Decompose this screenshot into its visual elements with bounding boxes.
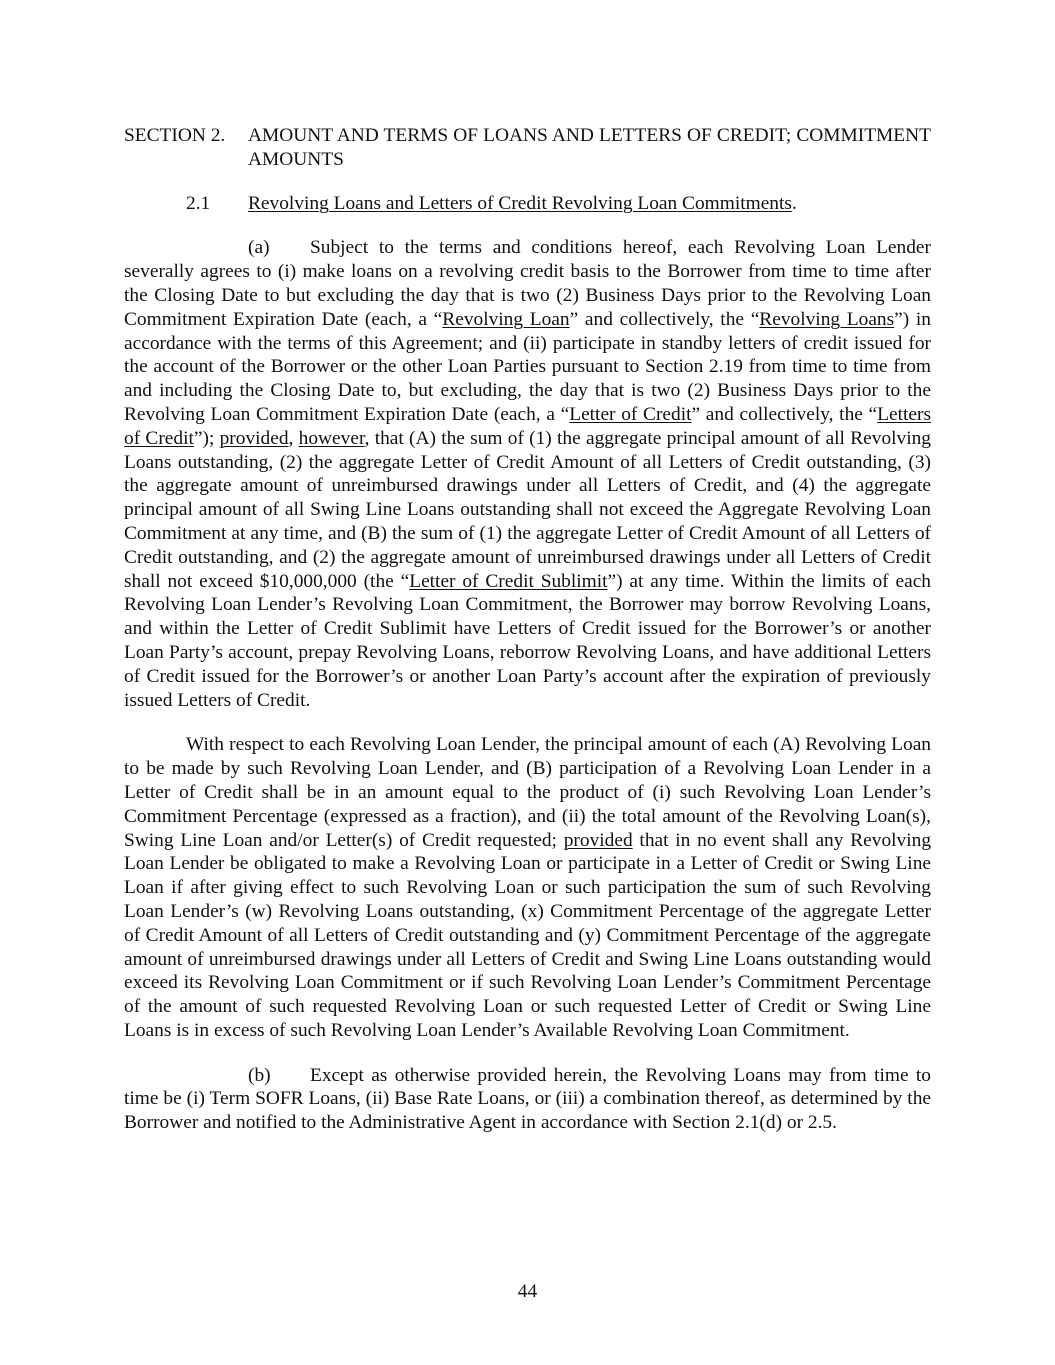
paragraph-continuation: [124, 733, 931, 1042]
defined-term-revolving-loans: Revolving Loans: [759, 308, 895, 330]
paragraph-a-text-3: ”) in accordance with the terms of this Agreement; and (ii) participate in standby letters of credit issued for the account of the Borrower or the other Loan Parties pursuant to Section 2.19 from time to time from and including the Closing Date to, but excluding, the day that is two (2) Business Days prior to the Revolving Loan Commitment Expiration Date (each, a “: [124, 308, 932, 425]
paragraph-continuation-text-2: that in no event shall any Revolving Loan Lender be obligated to make a Revolving Loan or participate in a Letter of Credit or Swing Line Loan if after giving effect to such Revolving Loan or such participation the sum of such Revolving Loan Lender’s (w) Revolving Loans outstanding, (x) Commitment Percentage of the aggregate Letter of Credit Amount of all Letters of Credit outstanding and (y) Commitment Percentage of the aggregate amount of unreimbursed drawings under all Letters of Credit and Swing Line Loans outstanding would exceed its Revolving Loan Commitment or if such Revolving Loan Lender’s Commitment Percentage of the amount of such requested Revolving Loan or such requested Letter of Credit or Swing Line Loans is in excess of such Revolving Loan Lender’s Available Revolving Loan Commitment.: [124, 829, 932, 1041]
subsection-title: Revolving Loans and Letters of Credit Revolving Loan Commitments: [248, 192, 792, 214]
paragraph-a-text-5: ”);: [193, 427, 220, 449]
defined-term-revolving-loan: Revolving Loan: [442, 308, 570, 330]
paragraph-a-text-2: ” and collectively, the “: [569, 308, 760, 330]
paragraph-continuation-text-1: With respect to each Revolving Loan Lender, the principal amount of each (A) Revolving Loan to be made by such Revolving Loan Lender, and (B) participation of a Revolving Loan Lender in a Letter of Credit shall be in an amount equal to the product of (i) such Revolving Loan Lender’s Commitment Percentage (expressed as a fraction), and (ii) the total amount of the Revolving Loan(s), Swing Line Loan and/or Letter(s) of Credit requested;: [124, 734, 931, 851]
paragraph-a-text-1: Subject to the terms and conditions hereof, each Revolving Loan Lender severally agrees to (i) make loans on a revolving credit basis to the Borrower from time to time after the Closing Date to but excluding the day that is two (2) Business Days prior to the Revolving Loan Commitment Expiration Date (each, a “: [124, 237, 931, 330]
section-number: SECTION 2.: [124, 125, 226, 146]
defined-term-letter-of-credit: Letter of Credit: [569, 403, 692, 425]
term-provided-2: provided: [563, 829, 633, 851]
defined-term-letters-of-credit: Letters of Credit: [124, 403, 931, 449]
paragraph-a-label: (a): [248, 237, 270, 259]
subsection-title-period: .: [791, 192, 797, 214]
paragraph-b-label: (b): [248, 1064, 271, 1086]
subsection-heading: [124, 192, 931, 216]
paragraph-a-text-8: ”) at any time. Within the limits of each Revolving Loan Lender’s Revolving Loan Commitment, the Borrower may borrow Revolving Loans, and within the Letter of Credit Sublimit have Letters of Credit issued for the Borrower’s or another Loan Party’s account, prepay Revolving Loans, reborrow Revolving Loans, and have additional Letters of Credit issued for the Borrower’s or another Loan Party’s account after the expiration of previously issued Letters of Credit.: [124, 570, 931, 711]
document-page: [124, 124, 931, 1135]
section-title: AMOUNT AND TERMS OF LOANS AND LETTERS OF CREDIT; COMMITMENT AMOUNTS: [248, 125, 931, 170]
term-however: however: [298, 427, 365, 449]
section-heading: [124, 124, 931, 172]
page-number: 44: [517, 1281, 538, 1302]
paragraph-a-text-6: ,: [288, 427, 299, 449]
paragraph-b-text: Except as otherwise provided herein, the Revolving Loans may from time to time be (i) Term SOFR Loans, (ii) Base Rate Loans, or (iii) a combination thereof, as determined by the Borrower and notified to the Administrative Agent in accordance with Section 2.1(d) or 2.5.: [124, 1064, 931, 1134]
defined-term-letter-of-credit-sublimit: Letter of Credit Sublimit: [409, 570, 608, 592]
subsection-number: 2.1: [186, 192, 211, 214]
term-provided: provided: [219, 427, 289, 449]
paragraph-a-text-4: ” and collectively, the “: [691, 403, 878, 425]
paragraph-b: [124, 1064, 931, 1135]
paragraph-a-text-7: , that (A) the sum of (1) the aggregate principal amount of all Revolving Loans outstanding, (2) the aggregate Letter of Credit Amount of all Letters of Credit outstanding, (3) the aggregate amount of unreimbursed drawings under all Letters of Credit, and (4) the aggregate principal amount of all Swing Line Loans outstanding shall not exceed the Aggregate Revolving Loan Commitment at any time, and (B) the sum of (1) the aggregate Letter of Credit Amount of all Letters of Credit outstanding, and (2) the aggregate amount of unreimbursed drawings under all Letters of Credit shall not exceed $10,000,000 (the “: [124, 427, 931, 592]
paragraph-a: [124, 236, 931, 712]
subsection-title-wrap: [248, 192, 797, 216]
